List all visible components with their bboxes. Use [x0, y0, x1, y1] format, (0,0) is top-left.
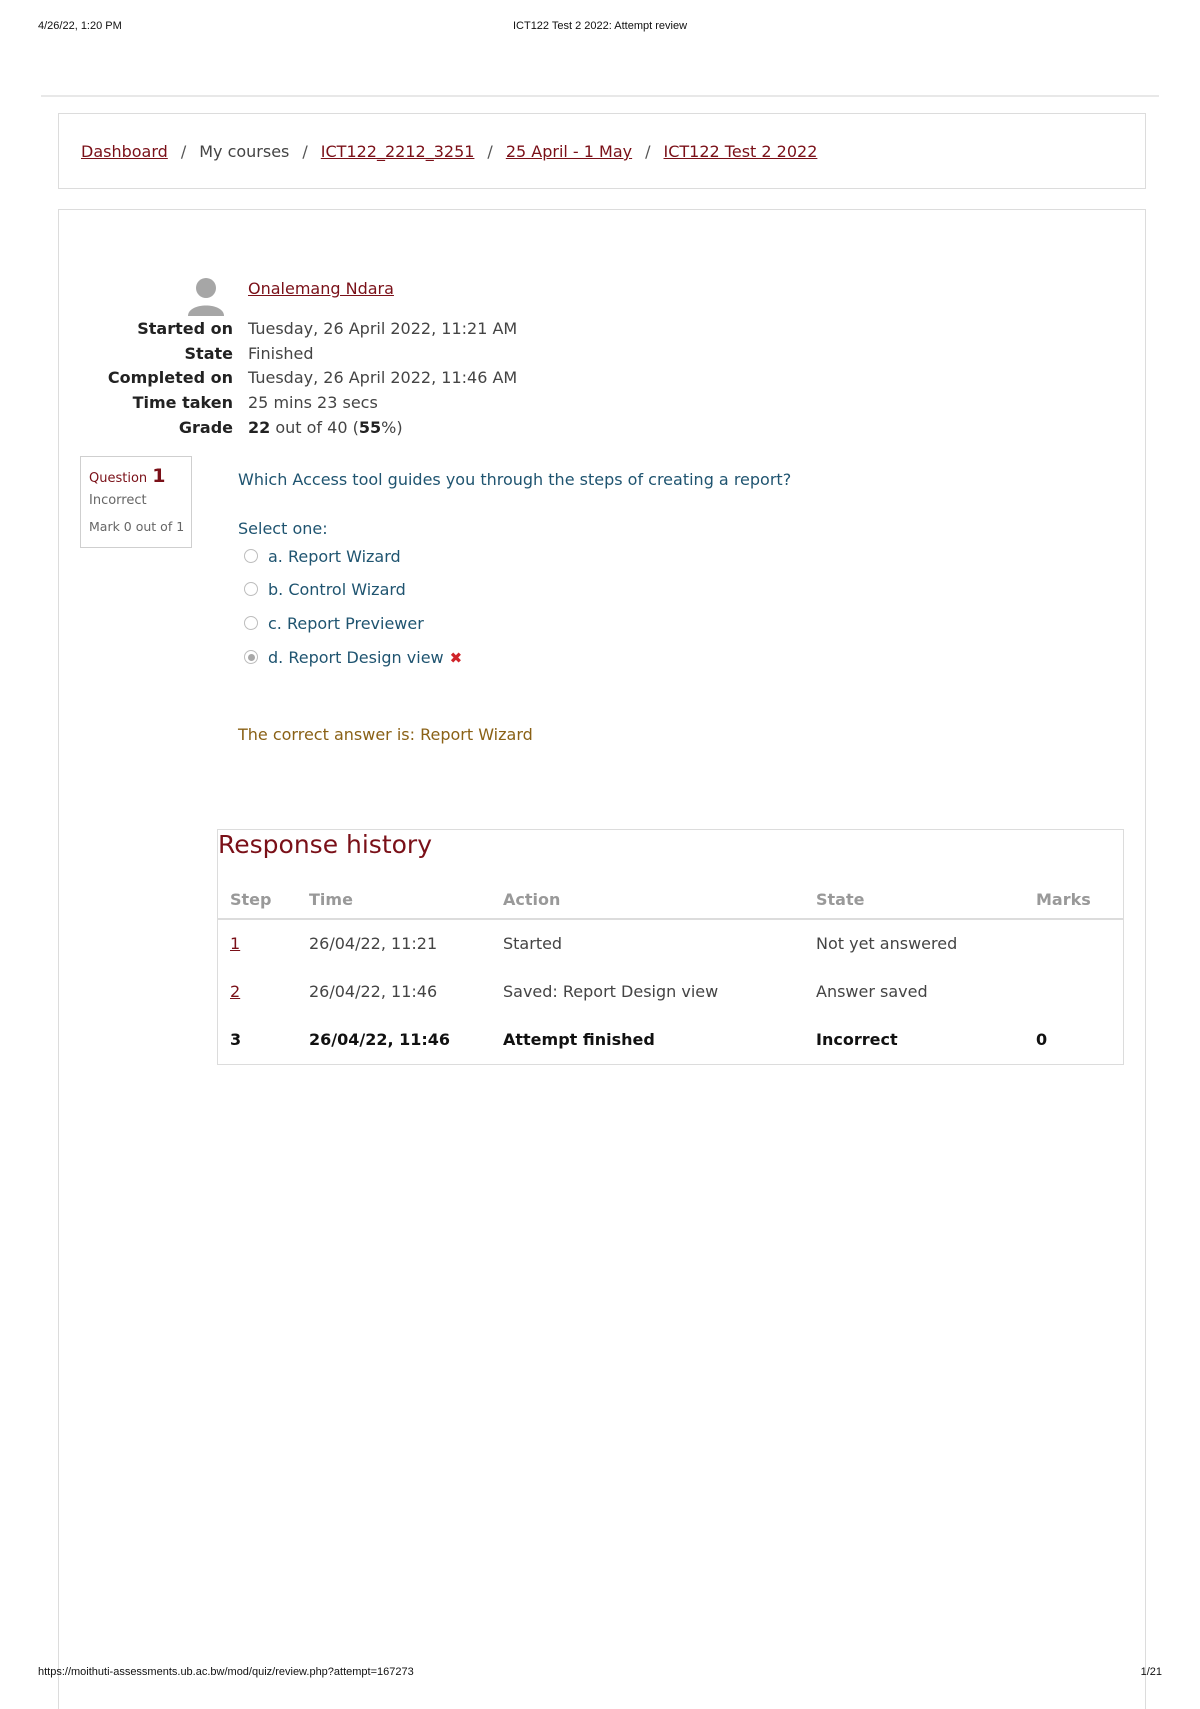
- page-number: 1/21: [1140, 1666, 1162, 1678]
- correct-answer-feedback: The correct answer is: Report Wizard: [238, 725, 533, 744]
- summary-value: 25 mins 23 secs: [248, 392, 378, 412]
- breadcrumb-course-link[interactable]: ICT122_2212_3251: [320, 142, 475, 161]
- answer-option-c[interactable]: [244, 614, 424, 633]
- column-header-marks: Marks: [1036, 890, 1091, 909]
- cell-time: 26/04/22, 11:21: [309, 934, 438, 953]
- summary-value: Finished: [248, 343, 314, 363]
- summary-row-completed-on: [80, 365, 517, 390]
- summary-value: Tuesday, 26 April 2022, 11:21 AM: [248, 318, 518, 338]
- table-row: [218, 920, 1123, 968]
- cell-step: 3: [230, 1030, 242, 1049]
- radio-button[interactable]: [244, 549, 258, 563]
- question-label: Question: [89, 471, 148, 486]
- question-text: Which Access tool guides you through the steps of creating a report?: [238, 470, 792, 489]
- cell-marks: 0: [1036, 1030, 1048, 1049]
- response-history-header-row: [218, 880, 1123, 920]
- summary-row-state: [80, 341, 517, 366]
- summary-label: State: [184, 343, 233, 363]
- breadcrumb-container: [58, 113, 1146, 189]
- answer-option-a[interactable]: [244, 547, 401, 566]
- summary-row-started-on: [80, 316, 517, 341]
- breadcrumb-section-link[interactable]: 25 April - 1 May: [505, 142, 633, 161]
- print-datetime: 4/26/22, 1:20 PM: [38, 20, 122, 32]
- cell-state: Answer saved: [816, 982, 928, 1001]
- cell-action: Started: [503, 934, 563, 953]
- select-one-prompt: Select one:: [238, 519, 328, 538]
- summary-row-time-taken: [80, 390, 517, 415]
- step-link[interactable]: 2: [230, 982, 241, 1001]
- summary-label: Completed on: [107, 368, 233, 388]
- summary-label: Time taken: [132, 392, 233, 412]
- cell-action: Saved: Report Design view: [503, 982, 719, 1001]
- cell-action: Attempt finished: [503, 1030, 655, 1049]
- breadcrumb-quiz-link[interactable]: ICT122 Test 2 2022: [663, 142, 818, 161]
- radio-button-selected[interactable]: [244, 650, 258, 664]
- response-history-panel: [217, 829, 1124, 1065]
- response-history-title: Response history: [218, 830, 433, 859]
- option-label: b. Control Wizard: [268, 580, 406, 599]
- option-label: a. Report Wizard: [268, 547, 401, 566]
- breadcrumb-my-courses: My courses: [199, 142, 290, 161]
- radio-button[interactable]: [244, 616, 258, 630]
- breadcrumb: [81, 142, 817, 161]
- breadcrumb-separator: /: [487, 142, 493, 161]
- user-avatar-icon[interactable]: [187, 276, 225, 316]
- page-url: https://moithuti-assessments.ub.ac.bw/mod/quiz/review.php?attempt=167273: [38, 1666, 414, 1678]
- incorrect-cross-icon: ✖: [449, 649, 463, 667]
- cell-state: Not yet answered: [816, 934, 958, 953]
- question-number: 1: [152, 465, 166, 487]
- summary-value: Tuesday, 26 April 2022, 11:46 AM: [248, 368, 518, 388]
- answer-option-d[interactable]: [244, 648, 462, 667]
- column-header-step: Step: [230, 890, 272, 909]
- question-mark: Mark 0 out of 1: [89, 519, 185, 534]
- attempt-summary-table: [80, 316, 517, 439]
- cell-state: Incorrect: [816, 1030, 898, 1049]
- answer-option-b[interactable]: [244, 580, 406, 599]
- user-profile-link[interactable]: Onalemang Ndara: [248, 279, 394, 298]
- print-title: ICT122 Test 2 2022: Attempt review: [512, 20, 688, 32]
- column-header-state: State: [816, 890, 865, 909]
- summary-label: Started on: [137, 318, 233, 338]
- summary-label: Grade: [178, 417, 233, 437]
- grade-suffix: %): [381, 417, 403, 437]
- grade-out-of: out of 40 (: [270, 417, 359, 437]
- breadcrumb-separator: /: [645, 142, 651, 161]
- column-header-time: Time: [309, 890, 353, 909]
- cell-time: 26/04/22, 11:46: [309, 1030, 451, 1049]
- option-label: c. Report Previewer: [268, 614, 424, 633]
- question-info-box: [80, 456, 192, 548]
- summary-row-grade: [80, 415, 517, 440]
- breadcrumb-separator: /: [302, 142, 308, 161]
- radio-button[interactable]: [244, 582, 258, 596]
- header-divider: [41, 95, 1159, 97]
- table-row-current: [218, 1016, 1123, 1064]
- cell-time: 26/04/22, 11:46: [309, 982, 438, 1001]
- grade-value: [248, 415, 517, 440]
- breadcrumb-dashboard-link[interactable]: Dashboard: [81, 142, 168, 161]
- grade-score: 22: [248, 417, 271, 437]
- table-row: [218, 968, 1123, 1016]
- column-header-action: Action: [503, 890, 561, 909]
- step-link[interactable]: 1: [230, 934, 241, 953]
- option-label: d. Report Design view: [268, 648, 444, 667]
- question-state: Incorrect: [89, 493, 147, 508]
- breadcrumb-separator: /: [180, 142, 187, 161]
- grade-percent: 55: [358, 417, 382, 437]
